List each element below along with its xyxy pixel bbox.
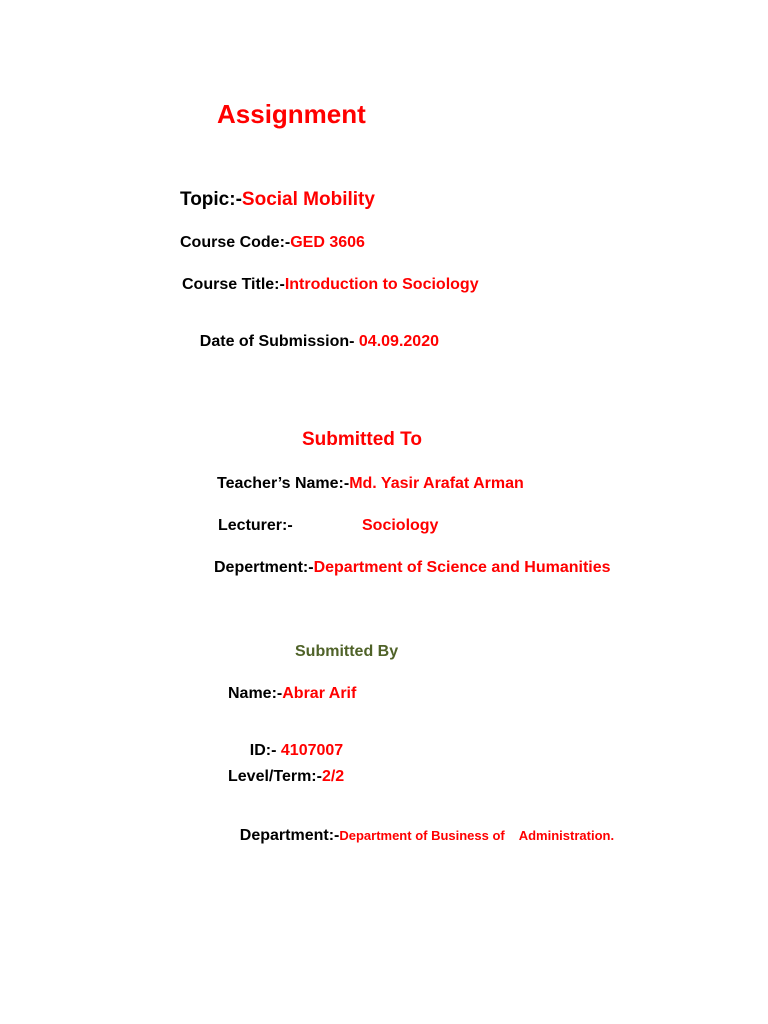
lecturer-label: Lecturer:- [218, 517, 293, 534]
student-id-label: ID:- [249, 742, 281, 759]
teacher-name-label: Teacher’s Name:- [217, 475, 350, 492]
teacher-name-line [217, 476, 524, 492]
document-title: Assignment [217, 99, 366, 129]
student-name-label: Name:- [228, 685, 283, 702]
topic-value: Social Mobility [241, 189, 375, 210]
level-term-label: Level/Term:- [228, 768, 322, 785]
teacher-name-value: Md. Yasir Arafat Arman [349, 475, 524, 492]
student-id-value: 4107007 [280, 742, 344, 759]
course-title-line [182, 277, 479, 293]
level-term-line [228, 769, 344, 785]
teacher-department-line [214, 560, 611, 576]
student-name-line [228, 686, 356, 702]
course-title-label: Course Title:- [182, 276, 285, 293]
topic-label: Topic:- [180, 189, 242, 210]
student-department-value: Department of Business of Administration. [339, 828, 615, 843]
lecturer-value: Sociology [362, 517, 439, 534]
student-name-value: Abrar Arif [282, 685, 357, 702]
teacher-department-label: Depertment:- [214, 559, 314, 576]
student-department-label: Department:- [239, 827, 340, 844]
submitted-to-heading: Submitted To [302, 429, 422, 450]
course-code-label: Course Code:- [180, 234, 291, 251]
course-code-line [180, 235, 365, 251]
submission-date-value: 04.09.2020 [358, 333, 439, 350]
submission-date-line [182, 318, 439, 366]
teacher-department-value: Department of Science and Humanities [313, 559, 611, 576]
course-code-value: GED 3606 [290, 234, 365, 251]
course-title-value: Introduction to Sociology [284, 276, 479, 293]
topic-line [180, 190, 375, 209]
submission-date-label: Date of Submission- [199, 333, 359, 350]
level-term-value: 2/2 [321, 768, 345, 785]
submitted-by-heading: Submitted By [295, 643, 399, 660]
student-department-line [222, 812, 614, 860]
lecturer-line [218, 518, 293, 534]
